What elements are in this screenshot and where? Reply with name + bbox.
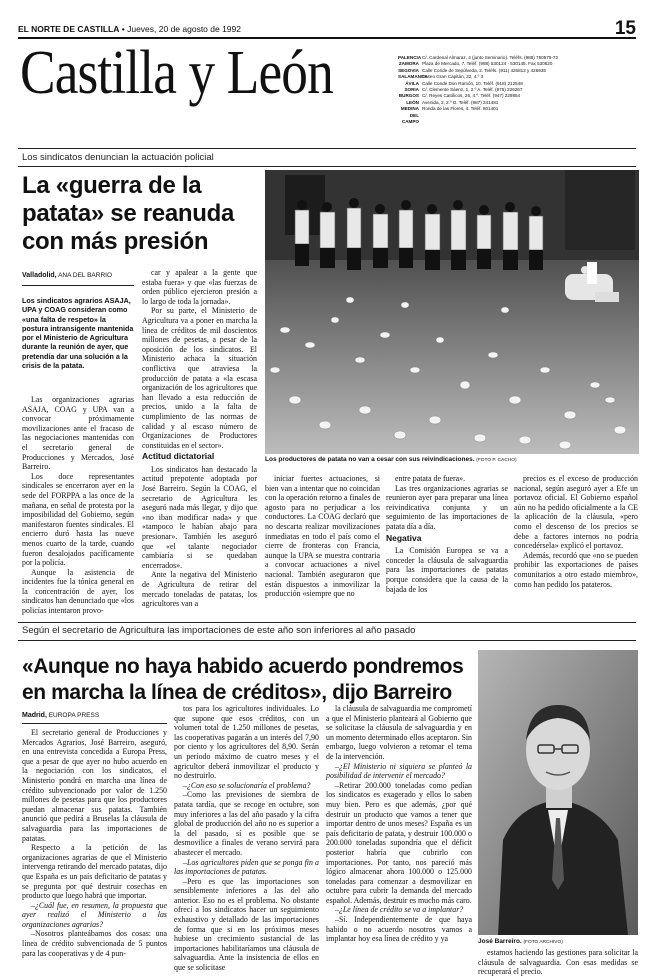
page-number: 15 — [614, 18, 636, 39]
office-address: Calle Conde de Sepúlveda, 2. Teléfs. (911) 426812 y 426935 — [422, 67, 546, 73]
article2-column-2 — [174, 704, 319, 973]
barreiro-photo — [478, 650, 638, 935]
kicker-rule — [18, 166, 636, 167]
paragraph: Los doce representantes sindicales se encerraron ayer en la sede del FORPPA a las once de la mañana, en señal de protesta por la imposibilidad del Gobierno, según manifestaron fuentes sindicales. El encierro duró hasta las nueve menos cuarto de la tarde, cuando fueron desalojados pacíficamente por la policía. — [22, 471, 134, 568]
article1-column-5 — [514, 474, 638, 596]
office-row — [398, 106, 643, 125]
office-address: Ronda de las Flores, 4. Teléf. 801401 — [422, 106, 499, 112]
article1-lead: Los sindicatos agrarios ASAJA, UPA y COAG consideran como «una falta de respeto» la postura intransigente mantenida por el Ministerio de Agricultura durante la reunión de ayer, que pretendía dar una solución a la crisis de la patata. — [22, 296, 134, 371]
article1-byline — [22, 272, 112, 279]
regional-offices — [398, 55, 643, 125]
office-address: C/. Cardenal Almaraz, 4 (junto Seminario). Teléfs. (988) 750575-72 — [422, 55, 559, 60]
interview-question: –¿El Ministerio ni siquiera se planteó la posibilidad de intervenir el mercado? — [326, 761, 472, 781]
page-header: EL NORTE DE CASTILLA • Jueves, 20 de agosto de 1992 — [18, 24, 241, 34]
office-city: MEDINA DEL CAMPO — [400, 106, 419, 125]
office-address: C/. Clemente Sáenz, 1, 2.º A. Teléf. (975) 226267 — [422, 87, 523, 93]
byline-rule — [22, 285, 134, 286]
section-title: Castilla y León — [20, 39, 333, 107]
paragraph: Las tres organizaciones agrarias se reunieron ayer para preparar una línea reivindicativa conjunta y un seguimiento de las importaciones de patata día a día. — [386, 483, 508, 531]
interview-question: –¿Con eso se solucionaría el problema? — [183, 780, 311, 790]
paragraph: precios es el exceso de producción nacional, según aseguró ayer a Efe un portavoz oficial. El Gobierno español aún no ha pedido oficialmente a la CE la aplicación de la cláusula, «pero como el descenso de los precios se debe a factores internos no podría concedérsela» explicó el portavoz. — [514, 474, 638, 551]
article1-column-4 — [386, 474, 508, 596]
article1-headline: La «guerra de la patata» se reanuda con más presión — [22, 172, 235, 255]
office-city: SORIA — [404, 87, 419, 93]
article2-headline: «Aunque no haya habido acuerdo pondremos en marcha la línea de créditos», dijo Barreiro — [22, 655, 464, 704]
paragraph: iniciar fuertes actuaciones, si bien van a intentar que no coincidan con la operación retorno a finales de agosto para no perjudicar a los conductores. La COAG declaró que no descarta realizar movilizaciones inmediatas en todo el país como el cierre de fronteras con Francia, aunque la UPA se muestra contraria a convocar actuaciones a nivel nacional. También aseguraron que están dispuestos a inmovilizar la producción «siempre que no — [265, 474, 380, 599]
byline-author: EUROPA PRESS — [48, 712, 100, 719]
office-address: C/. Reyes Católicos, 26, 4.º. Teléf. (947) 229854 — [422, 93, 521, 99]
protest-photo-image — [265, 170, 639, 454]
article2-column-4 — [478, 948, 638, 977]
paragraph: Ante la negativa del Ministerio de Agricultura de retirar del mercado toneladas de patatas, los agricultores van a — [142, 570, 257, 609]
office-city: SEGOVIA — [398, 67, 419, 73]
office-address: Paseo Gran Capitán, 32, 4.º 3 — [422, 74, 484, 80]
office-address: Avenida, 2, 2.º D. Teléf. (987) 241481 — [422, 99, 499, 105]
paragraph: Los sindicatos han destacado la actitud prepotente adoptada por José Barreiro. Según la COAG, el secretario de Agricultura les aseguró nada más llegar, y dijo que «no iban modificar nada» y que «tampoco le habían abajo para presionar». También les aseguró que «el talante negociador cambiaría si se quedaban encerrados». — [142, 464, 257, 570]
paragraph: El secretario general de Producciones y Mercados Agrarios, José Barreiro, aseguró, en una entrevista concedida a Europa Press, que a pesar de que ayer no hubo acuerdo en la negociación con los sindicatos, el Ministerio pondrá en marcha una línea de crédito subvencionado por valor de 1.250 millones de pesetas para que los productores puedan almacenar sus patatas. También anunció que pedirá a Bruselas la cláusula de salvaguardia para las importaciones de patatas. — [22, 728, 167, 843]
interview-answer: –Como las previsiones de siembra de patata tardía, que se recoge en octubre, son muy inferiores a las del año pasado y la cifra global de producción del año no es superior a la del pasado, sí es posible que se desmovilice a finales de verano servirá para abastecer el mercado. — [174, 790, 319, 857]
article2-kicker: Según el secretario de Agricultura las importaciones de este año son inferiores al año pasado — [22, 625, 416, 636]
caption-text: Los productores de patata no van a cesar con sus reivindicaciones. — [265, 456, 475, 463]
office-city: BURGOS — [398, 93, 419, 99]
article1-column-3 — [265, 474, 380, 599]
byline-place: Madrid, — [22, 712, 47, 719]
section-rule — [18, 148, 636, 149]
office-address: Plaza de Mercado, 7. Teléf. (988) 530124 · 530145. Fax 530620 — [422, 61, 553, 67]
protest-photo-caption — [265, 456, 639, 463]
article1-column-2 — [142, 268, 257, 609]
byline-author: ANA DEL BARRIO — [58, 272, 113, 279]
interview-answer: –Pero es que las importaciones son sensiblemente inferiores a las del año anterior. Eso no es el problema. No obstante ofrecí a los sindicatos hacer un seguimiento exhaustivo y detallado de las importaciones de forma que si en los próximos meses hubiese un crecimiento sustancial de las importaciones habilitaríamos una cláusula de salvaguardia. Ante la insistencia de ellos en que se solicitase — [174, 876, 319, 973]
barreiro-portrait-image — [478, 650, 638, 935]
interview-question: –¿Cuál fue, en resumen, la propuesta que ayer realizó el Ministerio a las organizaciones agrarias? — [22, 900, 167, 929]
paragraph: Aunque la asistencia de incidentes fue la tónica general en la concentración de ayer, los sindicatos han denunciado que «los policías intentaron provo- — [22, 567, 134, 616]
article1-column-1 — [22, 395, 134, 616]
article2-column-3 — [326, 704, 472, 946]
office-city: ZAMORA — [398, 61, 419, 67]
interview-answer: –Nosotros planteábamos dos cosas: una línea de crédito subvencionada de 5 puntos para las cooperativas y de 4 pun- — [22, 929, 167, 958]
office-city: PALENCIA — [398, 55, 422, 60]
article1-subhead: Actitud dictatorial — [142, 451, 215, 462]
office-city: LEÓN — [406, 99, 419, 105]
interview-answer: –Sí. Independientemente de que haya habido o no acuerdo nosotros vamos a implantar hoy esa línea de crédito y ya — [326, 915, 472, 944]
byline-place: Valladolid, — [22, 272, 57, 279]
caption-text: José Barreiro. — [478, 938, 522, 945]
interview-question: –¿Le línea de crédito se va a implantar? — [335, 905, 464, 915]
article2-column-1 — [22, 728, 167, 962]
office-city: SALAMANCA — [398, 74, 428, 80]
protest-photo — [265, 170, 639, 454]
barreiro-photo-caption — [478, 938, 638, 945]
paragraph: Respecto a la petición de las organizaciones agrarias de que el Ministerio intervenga retirando del mercado patatas, dijo que España es un país deficitario de patatas y se pregunta por qué destruir cosechas en producto que luego habrá que importar. — [22, 843, 167, 901]
paragraph: tos para los agricultores individuales. Lo que supone que esos créditos, con un volumen total de 1.250 millones de pesetas, las cooperativas pagarán a un interés del 7,90 por ciento y los agricultores del 8,90. Serán un período máximo de cuatro meses y el agricultor deberá inmovilizar el producto y no destruirlo. — [174, 704, 319, 781]
paragraph: Las organizaciones agrarias ASAJA, COAG y UPA van a convocar próximamente movilizaciones ante el fracaso de las negociaciones mantenidas con el secretario general de Producciones y Mercados, José Barreiro. — [22, 395, 134, 472]
interview-question: –Los agricultores piden que se ponga fin a las importaciones de patatas. — [174, 857, 319, 877]
section-rule-2 — [18, 622, 636, 623]
paragraph: Además, recordó que «no se pueden prohibir las exportaciones de países comunitarios a otro estado miembro», como han pedido los patateros. — [514, 550, 638, 589]
byline-rule-2 — [22, 723, 167, 724]
article2-byline — [22, 712, 99, 719]
article1-kicker: Los sindicatos denuncian la actuación policial — [22, 152, 214, 163]
interview-answer: –Retirar 200.000 toneladas como pedían los sindicatos es exagerado y ellos lo saben muy bien. Pero es que además, ¿por qué destruir un producto que vamos a tener que importar dentro de unos meses? España es un país deficitario de patata, y destruir 100.000 o 200.000 toneladas supondría que el déficit posterior habría que cubrirlo con importaciones. Por tanto, nos pareció más lógico almacenar ahora 100.000 o 125.000 toneladas para comenzar a desmovilizar en octubre para cubrir la demanda del mercado español. Además, destruir es mucho más caro. — [326, 780, 472, 905]
kicker-rule-2 — [18, 640, 636, 641]
photo-credit: (FOTO P. CACHO) — [476, 458, 517, 463]
office-city: ÁVILA — [405, 80, 419, 86]
paragraph: estamos haciendo las gestiones para solicitar la cláusula de salvaguardia. Con esas medidas se recuperará el precio. — [478, 948, 638, 977]
publication-name: EL NORTE DE CASTILLA — [18, 24, 120, 34]
paragraph: entre patata de fuera». — [395, 474, 466, 483]
photo-credit: (FOTO ARCHIVO) — [523, 940, 563, 945]
office-address: Calle Conde Don Ramón, 10. Teléf. (918) 212548 — [422, 80, 523, 86]
paragraph: La Comisión Europea se va a conceder la cláusula de salvaguardia para las importaciones de patatas porque considera que la causa de la bajada de los — [386, 546, 508, 594]
paragraph: car y apalear a la gente que estaba fuera» y que «las fuerzas de orden público ejercieron presión a lo largo de toda la jornada». — [142, 268, 257, 306]
paragraph: la cláusula de salvaguardia me comprometí a que el Ministerio planteará al Gobierno que se solicitase la cláusula de salvaguardia y en un momento determinado ellos aceptaron. Sin embargo, luego volvieron a retomar el tema de la intervención. — [326, 704, 472, 761]
paragraph: Por su parte, el Ministerio de Agricultura va a poner en marcha la línea de créditos de mil doscientos millones de pesetas, a pesar de la oposición de los sindicatos. El Ministerio achaca la situación conflictiva que atraviesa la producción de patata a «la escasa organización de los agricultores que han llevado a esta reducción de precios, unido a la falta de cumplimiento de las normas de calidad y al escaso número de Organizaciones de Productores constituidas en el sector». — [142, 306, 257, 450]
article1-subhead-2: Negativa — [386, 532, 422, 543]
issue-date: Jueves, 20 de agosto de 1992 — [127, 24, 241, 34]
